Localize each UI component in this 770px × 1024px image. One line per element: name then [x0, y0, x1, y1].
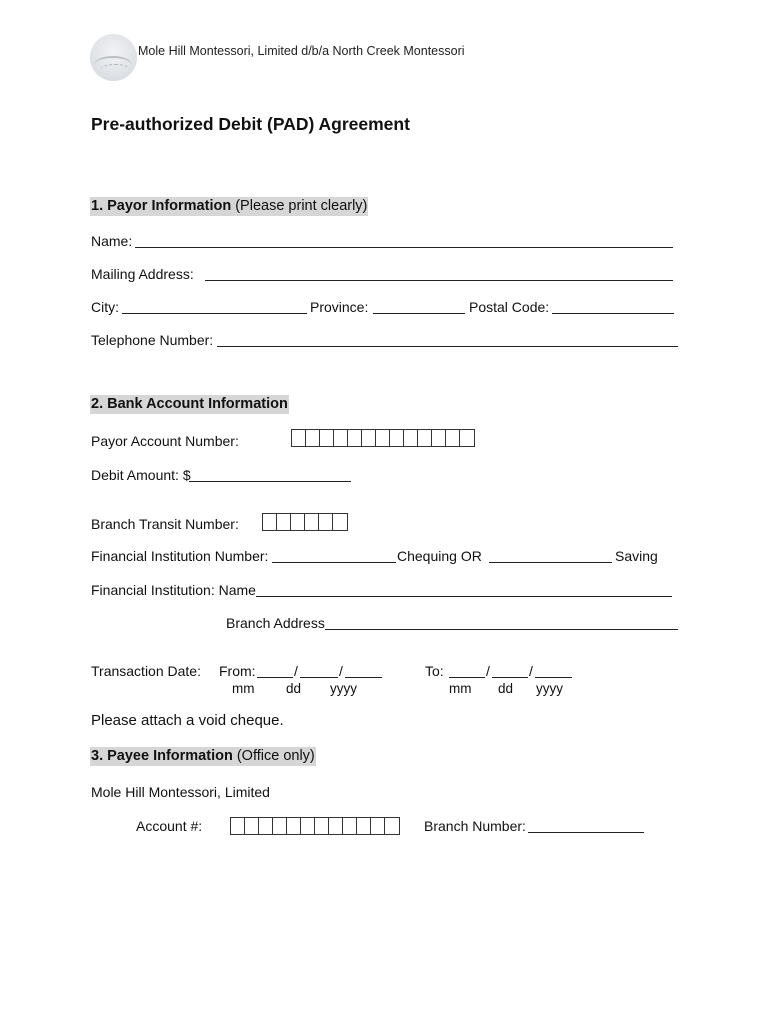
transaction-date-label: Transaction Date: — [91, 663, 201, 679]
section-1-heading: 1. Payor Information (Please print clearly) — [91, 198, 368, 214]
from-year-field[interactable] — [345, 676, 382, 678]
from-label: From: — [219, 663, 256, 679]
financial-institution-number-field[interactable] — [272, 561, 396, 563]
branch-transit-number-boxes[interactable] — [262, 513, 348, 531]
name-label: Name: — [91, 233, 133, 249]
section-2-heading: 2. Bank Account Information — [91, 396, 288, 412]
from-slash-1: / — [294, 663, 298, 679]
to-label: To: — [425, 663, 444, 679]
account-number-label: Account #: — [136, 818, 203, 834]
document-title: Pre-authorized Debit (PAD) Agreement — [91, 114, 410, 134]
province-label: Province: — [310, 299, 369, 315]
branch-number-field[interactable] — [528, 831, 644, 833]
postal-code-label: Postal Code: — [469, 299, 550, 315]
to-day-field[interactable] — [492, 676, 528, 678]
from-slash-2: / — [339, 663, 343, 679]
debit-amount-label: Debit Amount: $ — [91, 467, 191, 483]
branch-number-label: Branch Number: — [424, 818, 526, 834]
payee-account-number-boxes[interactable] — [230, 817, 400, 835]
financial-institution-name-label: Financial Institution: Name — [91, 582, 256, 598]
to-dd-hint: dd — [498, 681, 514, 696]
debit-amount-field[interactable] — [189, 480, 351, 482]
to-yyyy-hint: yyyy — [536, 681, 563, 696]
payee-name: Mole Hill Montessori, Limited — [91, 784, 270, 800]
from-mm-hint: mm — [232, 681, 255, 696]
school-logo — [90, 34, 137, 81]
name-field[interactable] — [135, 246, 673, 248]
from-day-field[interactable] — [300, 676, 338, 678]
to-slash-1: / — [486, 663, 490, 679]
to-mm-hint: mm — [449, 681, 472, 696]
to-month-field[interactable] — [449, 676, 485, 678]
branch-address-field[interactable] — [325, 628, 678, 630]
mailing-address-label: Mailing Address: — [91, 266, 194, 282]
city-field[interactable] — [122, 312, 307, 314]
province-field[interactable] — [373, 312, 465, 314]
financial-institution-name-field[interactable] — [256, 595, 672, 597]
void-cheque-note: Please attach a void cheque. — [91, 712, 284, 729]
telephone-field[interactable] — [217, 345, 678, 347]
saving-label: Saving — [615, 548, 658, 564]
postal-code-field[interactable] — [552, 312, 674, 314]
from-month-field[interactable] — [257, 676, 293, 678]
to-slash-2: / — [529, 663, 533, 679]
from-yyyy-hint: yyyy — [330, 681, 357, 696]
mailing-address-field[interactable] — [205, 279, 673, 281]
payor-account-number-boxes[interactable] — [291, 429, 475, 447]
telephone-label: Telephone Number: — [91, 332, 214, 348]
to-year-field[interactable] — [535, 676, 572, 678]
chequing-or-label: Chequing OR — [397, 548, 482, 564]
branch-address-label: Branch Address — [226, 615, 325, 631]
financial-institution-number-label: Financial Institution Number: — [91, 548, 269, 564]
branch-transit-number-label: Branch Transit Number: — [91, 516, 239, 532]
saving-field[interactable] — [489, 561, 612, 563]
from-dd-hint: dd — [286, 681, 302, 696]
payor-account-number-label: Payor Account Number: — [91, 433, 239, 449]
city-label: City: — [91, 299, 119, 315]
organization-header: Mole Hill Montessori, Limited d/b/a North Creek Montessori — [138, 44, 465, 58]
section-3-heading: 3. Payee Information (Office only) — [91, 748, 315, 764]
